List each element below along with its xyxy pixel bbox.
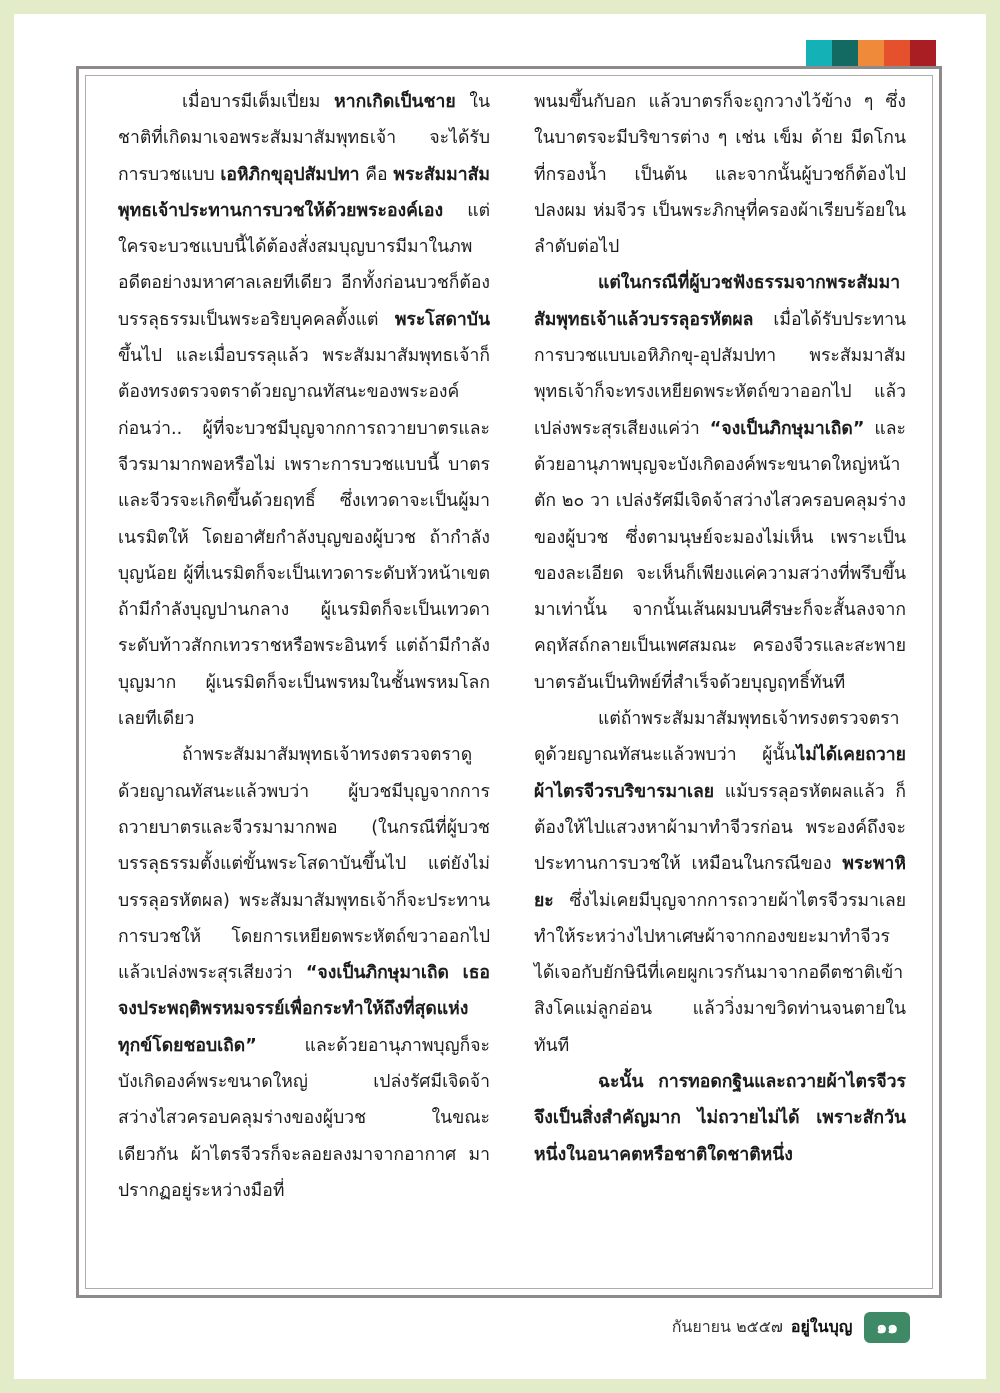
text: และด้วยอานุภาพบุญจะบังเกิดองค์พระขนาดใหญ่หน้าตัก ๒๐ วา เปล่งรัศมีเจิดจ้าสว่างไสวครอบคลุมร่างของผู้บวช ซึ่งตามนุษย์จะมองไม่เห็น เพราะเป็นของละเอียด จะเห็นก็เพียงแค่ความสว่างที่พรึบขึ้นมาเท่านั้น จากนั้นเส้นผมบนศีรษะก็จะสั้นลงจากคฤหัสถ์กลายเป็นเพศสมณะ ครองจีวรและสะพายบาตรอันเป็นทิพย์ที่สำเร็จด้วยบุญฤทธิ์ทันที: [534, 418, 906, 693]
bold-text: แต่ในกรณีที่ผู้บวชฟังธรรมจากพระสัมมาสัมพุทธเจ้าแล้วบรรลุอรหัตผล: [534, 273, 901, 330]
issue-date: กันยายน ๒๕๕๗: [671, 1316, 783, 1336]
paragraph: [118, 737, 490, 1209]
text: แต่ใครจะบวชแบบนี้ได้ต้องสั่งสมบุญบารมีมาในภพอดีตอย่างมหาศาลเลยทีเดียว อีกทั้งก่อนบวชก็ต้องบรรลุธรรมเป็นพระอริยบุคคลตั้งแต่: [118, 200, 490, 330]
color-swatch-orange: [858, 40, 884, 66]
left-column: [118, 84, 490, 1209]
text: เมื่อได้รับประทานการบวชแบบเอหิภิกขุ-อุปสัมปทา พระสัมมาสัมพุทธเจ้าก็จะทรงเหยียดพระหัตถ์ขวาออกไป แล้วเปล่งพระสุรเสียงแค่ว่า: [534, 309, 906, 439]
paragraph: พนมขึ้นกับอก แล้วบาตรก็จะถูกวางไว้ข้าง ๆ ซึ่งในบาตรจะมีบริขารต่าง ๆ เช่น เข็ม ด้าย มีดโกน ที่กรองน้ำ เป็นต้น และจากนั้นผู้บวชก็ต้องไปปลงผม ห่มจีวร เป็นพระภิกษุที่ครองผ้าเรียบร้อยในลำดับต่อไป: [534, 92, 906, 258]
bold-text: “จงเป็นภิกษุมาเถิด”: [709, 418, 865, 439]
text: ขึ้นไป และเมื่อบรรลุแล้ว พระสัมมาสัมพุทธเจ้าก็ต้องทรงตรวจตราด้วยญาณทัสนะของพระองค์ก่อนว่า.. ผู้ที่จะบวชมีบุญจากการถวายบาตรและจีวรมามากพอหรือไม่ เพราะการบวชแบบนี้ บาตรและจีวรจะเกิดขึ้นด้วยฤทธิ์ ซึ่งเทวดาจะเป็นผู้มาเนรมิตให้ โดยอาศัยกำลังบุญของผู้บวช ถ้ากำลังบุญน้อย ผู้ที่เนรมิตก็จะเป็นเทวดาระดับหัวหน้าเขต ถ้ามีกำลังบุญปานกลาง ผู้เนรมิตก็จะเป็นเทวดาระดับท้าวสักกเทวราชหรือพระอินทร์ แต่ถ้ามีกำลังบุญมาก ผู้เนรมิตก็จะเป็นพรหมในชั้นพรหมโลกเลยทีเดียว: [118, 346, 490, 730]
page-footer: [600, 1312, 910, 1342]
paragraph: [118, 84, 490, 737]
color-swatch-dark-red: [910, 40, 936, 66]
color-swatch-teal: [806, 40, 832, 66]
bold-text: เอหิภิกขุอุปสัมปทา: [220, 164, 360, 185]
text: ในชาติที่เกิดมาเจอพระสัมมาสัมพุทธเจ้า จะได้รับการบวชแบบ: [118, 92, 490, 185]
text: ซึ่งไม่เคยมีบุญจากการถวายผ้าไตรจีวรมาเลย ทำให้ระหว่างไปหาเศษผ้าจากกองขยะมาทำจีวร ได้เจอกับยักษินีที่เคยผูกเวรกันมาจากอดีตชาติเข้าสิงโคแม่ลูกอ่อน แล้ววิ่งมาขวิดท่านจนตายในทันที: [534, 890, 906, 1056]
bold-text: พระสัมมาสัมพุทธเจ้าประทานการบวชให้ด้วยพระองค์เอง: [118, 164, 490, 221]
paragraph: [534, 701, 906, 1064]
bold-text: “จงเป็นภิกษุมาเถิด เธอจงประพฤติพรหมจรรย์เพื่อกระทำให้ถึงที่สุดแห่งทุกข์โดยชอบเถิด”: [118, 963, 490, 1056]
color-swatch-red-orange: [884, 40, 910, 66]
paragraph: [534, 1064, 906, 1173]
paragraph: [534, 265, 906, 701]
text: แม้บรรลุอรหัตผลแล้ว ก็ต้องให้ไปแสวงหาผ้ามาทำจีวรก่อน พระองค์ถึงจะประทานการบวชให้ เหมือนในกรณีของ: [534, 781, 906, 875]
text: เมื่อบารมีเต็มเปี่ยม: [182, 92, 335, 112]
bold-text: ไม่ได้เคยถวายผ้าไตรจีวรบริขารมาเลย: [534, 745, 906, 802]
text: ถ้าพระสัมมาสัมพุทธเจ้าทรงตรวจตราดูด้วยญาณทัสนะแล้วพบว่า ผู้บวชมีบุญจากการถวายบาตรและจีวรมามากพอ (ในกรณีที่ผู้บวชบรรลุธรรมตั้งแต่ขั้นพระโสดาบันขึ้นไป แต่ยังไม่บรรลุอรหัตผล) พระสัมมาสัมพุทธเจ้าก็จะประทานการบวชให้ โดยการเหยียดพระหัตถ์ขวาออกไป แล้วเปล่งพระสุรเสียงว่า: [118, 745, 490, 984]
bold-text: ฉะนั้น การทอดกฐินและถวายผ้าไตรจีวรจึงเป็นสิ่งสำคัญมาก ไม่ถวายไม่ได้ เพราะสักวันหนึ่งในอนาคตหรือชาติใดชาติหนึ่ง: [534, 1072, 906, 1165]
bold-text: พระพาหิยะ: [534, 854, 906, 911]
color-strip: [806, 40, 936, 66]
text: และด้วยอานุภาพบุญก็จะบังเกิดองค์พระขนาดใหญ่ เปล่งรัศมีเจิดจ้าสว่างไสวครอบคลุมร่างของผู้บวช ในขณะเดียวกัน ผ้าไตรจีวรก็จะลอยลงมาจากอากาศ มาปรากฏอยู่ระหว่างมือที่: [118, 1035, 490, 1201]
magazine-name: อยู่ในบุญ: [790, 1316, 853, 1336]
bold-text: พระโสดาบัน: [394, 309, 490, 330]
page-number-badge: ๑๑: [864, 1312, 910, 1343]
color-swatch-dark-teal: [832, 40, 858, 66]
bold-text: หากเกิดเป็นชาย: [334, 92, 456, 112]
right-column: [534, 84, 906, 1173]
text: คือ: [359, 164, 394, 185]
text: แต่ถ้าพระสัมมาสัมพุทธเจ้าทรงตรวจตราดูด้วยญาณทัสนะแล้วพบว่า ผู้นั้น: [534, 709, 900, 766]
